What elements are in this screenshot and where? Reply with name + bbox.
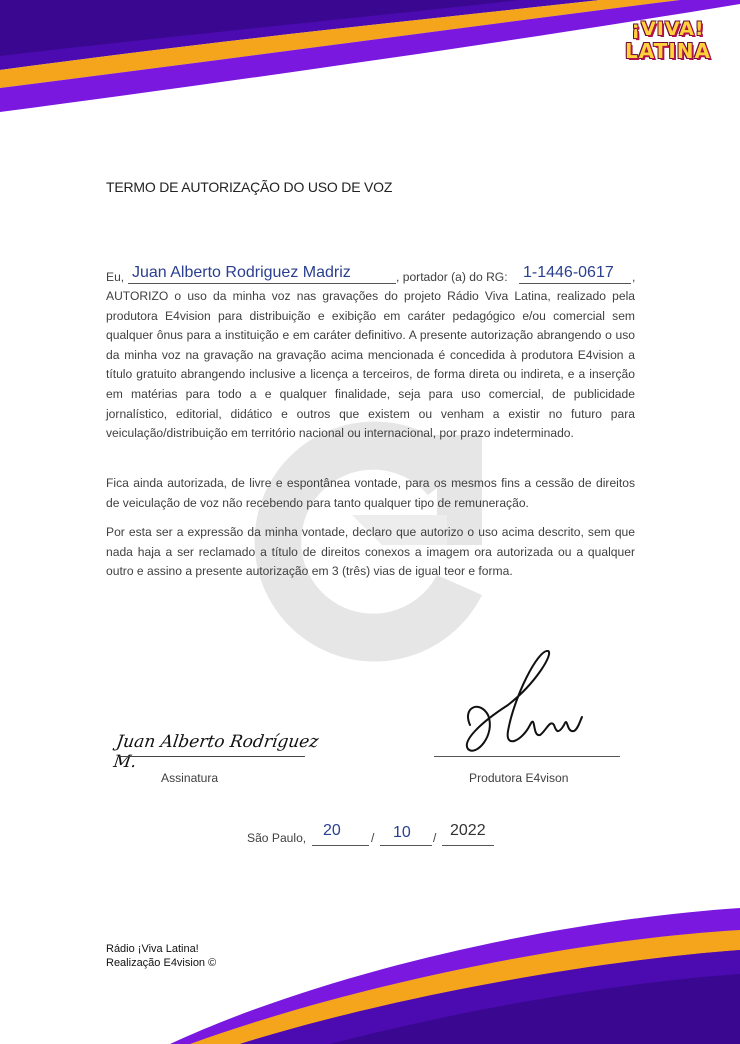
signature-left-block <box>112 728 345 772</box>
month-field[interactable]: 10 <box>393 824 411 841</box>
month-underline <box>380 845 432 846</box>
identification-line <box>106 262 636 286</box>
day-field[interactable]: 20 <box>323 822 341 839</box>
signature-left-caption: Assinatura <box>161 771 219 785</box>
paragraph-declaration: Por esta ser a expressão da minha vontade, declaro que autorizo o uso acima descrito, sem que nada haja a ser reclamado a título de direitos conexos a imagem ora autorizada ou a qualquer outro e assino a presente autorização em 3 (três) vias de igual teor e forma. <box>106 525 635 579</box>
date-line <box>247 822 507 848</box>
footer-line2: Realização E4vision © <box>106 956 217 969</box>
footer-line1: Rádio ¡Viva Latina! <box>106 943 199 955</box>
rg-field[interactable]: 1-1446-0617 <box>523 264 614 281</box>
rg-underline <box>519 283 631 284</box>
name-field[interactable]: Juan Alberto Rodriguez Madriz <box>132 264 351 281</box>
name-underline <box>128 283 396 284</box>
viva-latina-logo <box>622 20 714 76</box>
day-underline <box>312 845 369 846</box>
date-separator-1: / <box>371 831 375 845</box>
logo-line2: LATINA <box>625 39 711 63</box>
paragraph-authorization: AUTORIZO o uso da minha voz nas gravações do projeto Rádio Viva Latina, realizado pela produtora E4vision para distribuição e exibição em caráter pedagógico e/ou comercial sem qualquer ônus para a instituição e em caráter definitivo. A presente autorização abrangendo o uso da minha voz na gravação na gravação acima mencionada é concedida à produtora E4vision a título gratuito abrangendo inclusive a licença a terceiros, de forma direta ou indireta, e a inserção em matérias para todo a e qualquer finalidade, seja para uso comercial, de publicidade jornalístico, editorial, didático e outros que existem ou venham a existir no futuro para veiculação/distribuição em território nacional ou internacional, por prazo indeterminado. <box>106 289 635 441</box>
handwritten-signature-right[interactable] <box>458 645 588 760</box>
signature-right-caption: Produtora E4vison <box>469 771 569 785</box>
signature-left-line <box>119 756 305 757</box>
date-separator-2: / <box>433 831 437 845</box>
year-underline <box>442 845 494 846</box>
eu-label: Eu, <box>106 270 125 284</box>
footer-wave-decoration <box>0 900 740 1044</box>
logo-line1: ¡VIVA! <box>631 18 705 40</box>
city-label: São Paulo, <box>247 831 307 845</box>
handwritten-signature-left[interactable]: Juan Alberto Rodríguez M. <box>112 732 320 772</box>
portador-label: , portador (a) do RG: <box>396 270 508 284</box>
comma: , <box>632 270 636 284</box>
paragraph-rights: Fica ainda autorizada, de livre e espontânea vontade, para os mesmos fins a cessão de direitos de veiculação de voz não recebendo para tanto qualquer tipo de remuneração. <box>106 476 635 510</box>
year-field[interactable]: 2022 <box>450 822 486 839</box>
document-title: TERMO DE AUTORIZAÇÃO DO USO DE VOZ <box>106 179 393 195</box>
signature-right-line <box>434 756 620 757</box>
